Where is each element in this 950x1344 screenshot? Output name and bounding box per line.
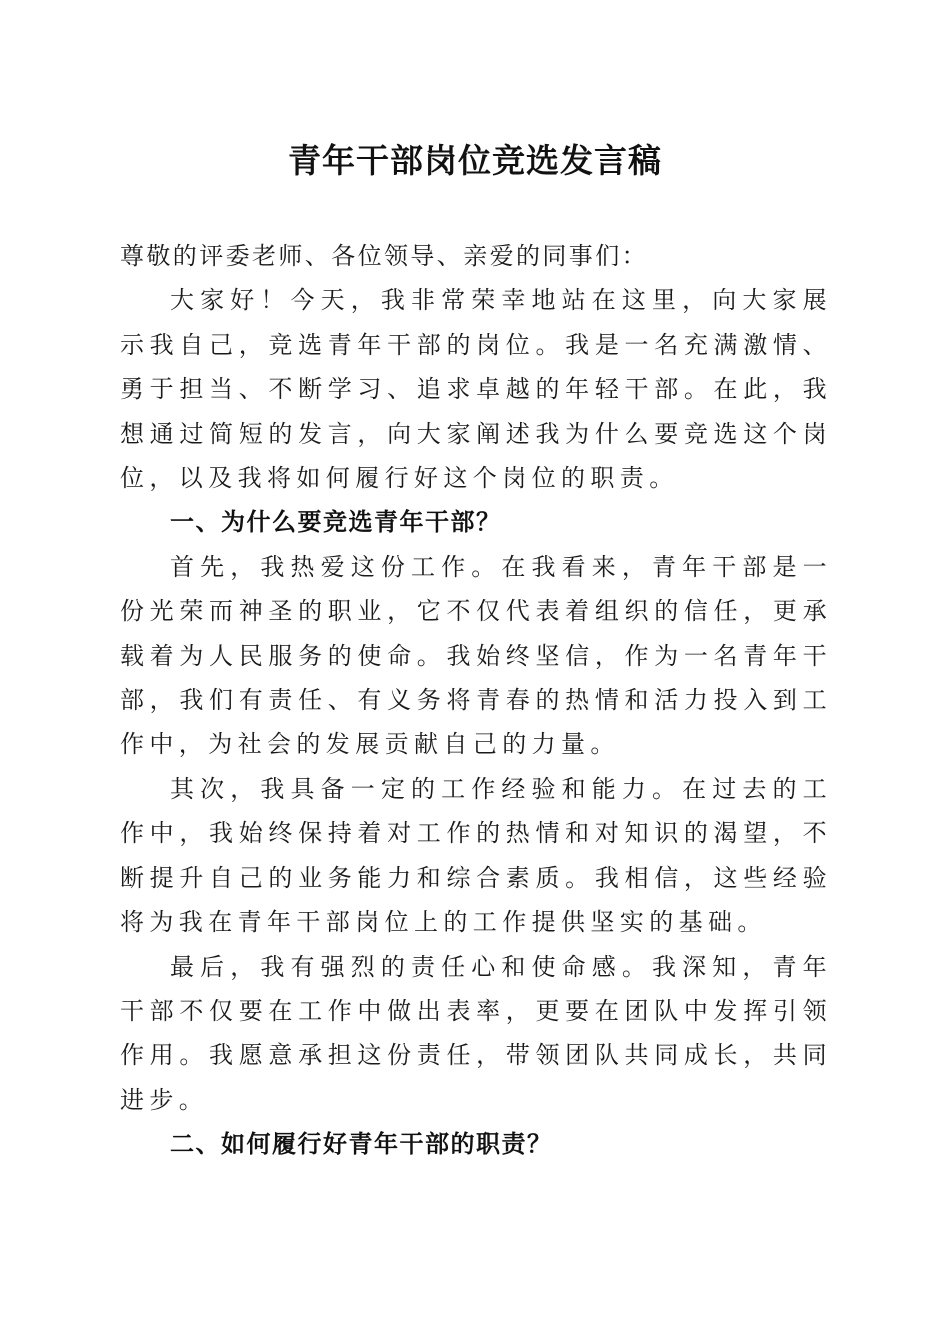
document-body bbox=[120, 234, 832, 1167]
section-2-heading: 二、如何履行好青年干部的职责？ bbox=[170, 1130, 553, 1159]
intro-paragraph: 大家好！今天，我非常荣幸地站在这里，向大家展示我自己，竞选青年干部的岗位。我是一名充满激情、勇于担当、不断学习、追求卓越的年轻干部。在此，我想通过简短的发言，向大家阐述我为什么要竞选这个岗位，以及我将如何履行好这个岗位的职责。 bbox=[120, 286, 832, 493]
section-1-paragraph-1: 首先，我热爱这份工作。在我看来，青年干部是一份光荣而神圣的职业，它不仅代表着组织的信任，更承载着为人民服务的使命。我始终坚信，作为一名青年干部，我们有责任、有义务将青春的热情和活力投入到工作中，为社会的发展贡献自己的力量。 bbox=[120, 552, 832, 759]
section-1-heading: 一、为什么要竞选青年干部？ bbox=[170, 508, 502, 537]
document-title: 青年干部岗位竞选发言稿 bbox=[288, 141, 662, 180]
section-1-paragraph-2: 其次，我具备一定的工作经验和能力。在过去的工作中，我始终保持着对工作的热情和对知识的渴望，不断提升自己的业务能力和综合素质。我相信，这些经验将为我在青年干部岗位上的工作提供坚实的基础。 bbox=[120, 774, 832, 937]
greeting: 尊敬的评委老师、各位领导、亲爱的同事们： bbox=[120, 242, 648, 270]
section-1-paragraph-3: 最后，我有强烈的责任心和使命感。我深知，青年干部不仅要在工作中做出表率，更要在团队中发挥引领作用。我愿意承担这份责任，带领团队共同成长，共同进步。 bbox=[120, 952, 832, 1114]
